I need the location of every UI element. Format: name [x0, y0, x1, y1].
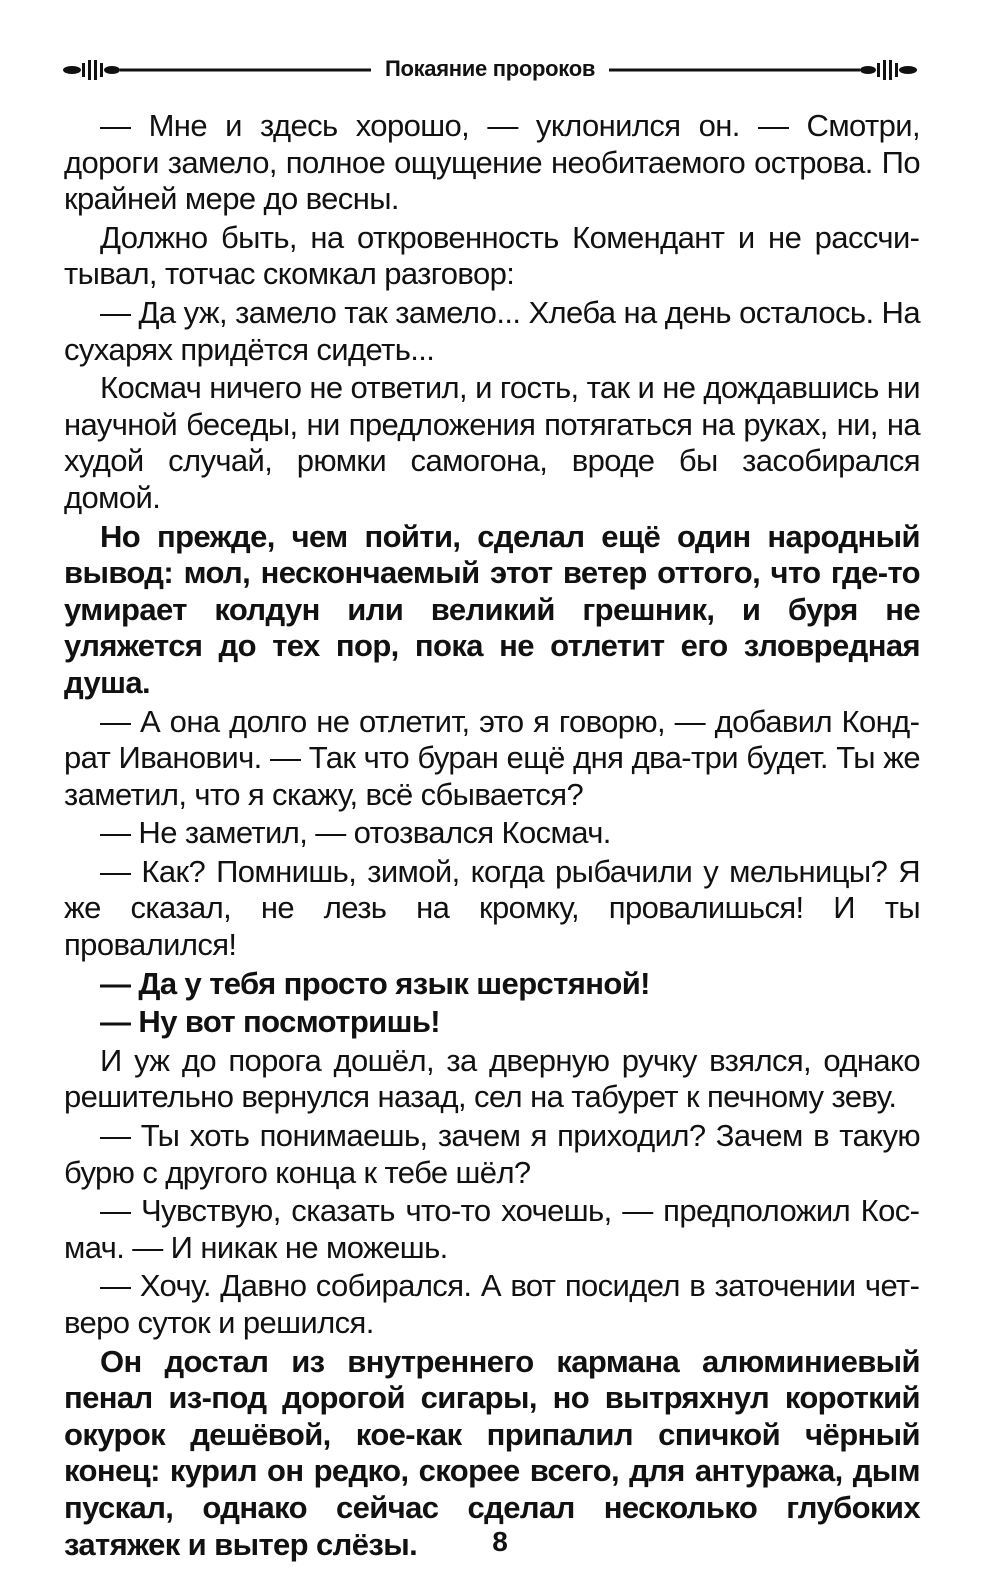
paragraph: Космач ничего не ответил, и гость, так и не дождавшись ни научной беседы, ни предложения потягаться на руках, ни, на худой случай, рюмки самогона, вроде бы засобирался домой.	[64, 370, 920, 515]
paragraph: — Мне и здесь хорошо, — уклонился он. — Смотри, дороги замело, полное ощущение необитаемого острова. По крайней мере до весны.	[64, 108, 920, 217]
body-text	[64, 108, 920, 1565]
running-header-title	[62, 56, 918, 82]
paragraph: — Ну вот посмотришь!	[100, 1004, 441, 1040]
paragraph: Должно быть, на откровенность Комендант и не рассчитывал, тотчас скомкал разговор:	[64, 219, 920, 292]
paragraph: — А она долго не отлетит, это я говорю, — добавил Кондрат Иванович. — Так что буран ещё дня два-три будет. Ты же заметил, что я скажу, всё сбывается?	[64, 703, 920, 812]
running-header	[62, 52, 918, 88]
paragraph: — Не заметил, — отозвался Космач.	[100, 815, 611, 851]
paragraph: — Хочу. Давно собирался. А вот посидел в заточении четверо суток и решился.	[64, 1268, 920, 1340]
paragraph: Он достал из внутреннего кармана алюминиевый пенал из-под дорогой сигары, но вытряхнул короткий окурок дешёвой, кое-как припалил спичкой чёрный конец: курил он редко, скорее всего, для антуража, дым пускал, однако сейчас сделал несколько глубоких затяжек и вытер слёзы.	[64, 1343, 920, 1562]
paragraph: — Да уж, замело так замело... Хлеба на день осталось. На сухарях придётся сидеть...	[64, 294, 920, 367]
paragraph: — Ты хоть понимаешь, зачем я приходил? Зачем в такую бурю с другого конца к тебе шёл?	[64, 1118, 920, 1190]
page-number: 8	[492, 1526, 508, 1557]
running-header-title-text: Покаяние пророков	[371, 56, 609, 81]
paragraph: Но прежде, чем пойти, сделал ещё один народный вывод: мол, нескончаемый этот ветер оттого, что где-то умирает колдун или великий грешник, и буря не уляжется до тех пор, пока не отлетит его зловредная душа.	[64, 518, 920, 700]
paragraph: — Чувствую, сказать что-то хочешь, — предположил Космач. — И никак не можешь.	[64, 1193, 920, 1265]
paragraph: — Да у тебя просто язык шерстяной!	[100, 965, 650, 1001]
paragraph: И уж до порога дошёл, за дверную ручку взялся, однако решительно вернулся назад, сел на табурет к печному зеву.	[64, 1042, 920, 1115]
paragraph: — Как? Помнишь, зимой, когда рыбачили у мельницы? Я же сказал, не лезь на кромку, провалишься! И ты провалился!	[64, 853, 920, 963]
